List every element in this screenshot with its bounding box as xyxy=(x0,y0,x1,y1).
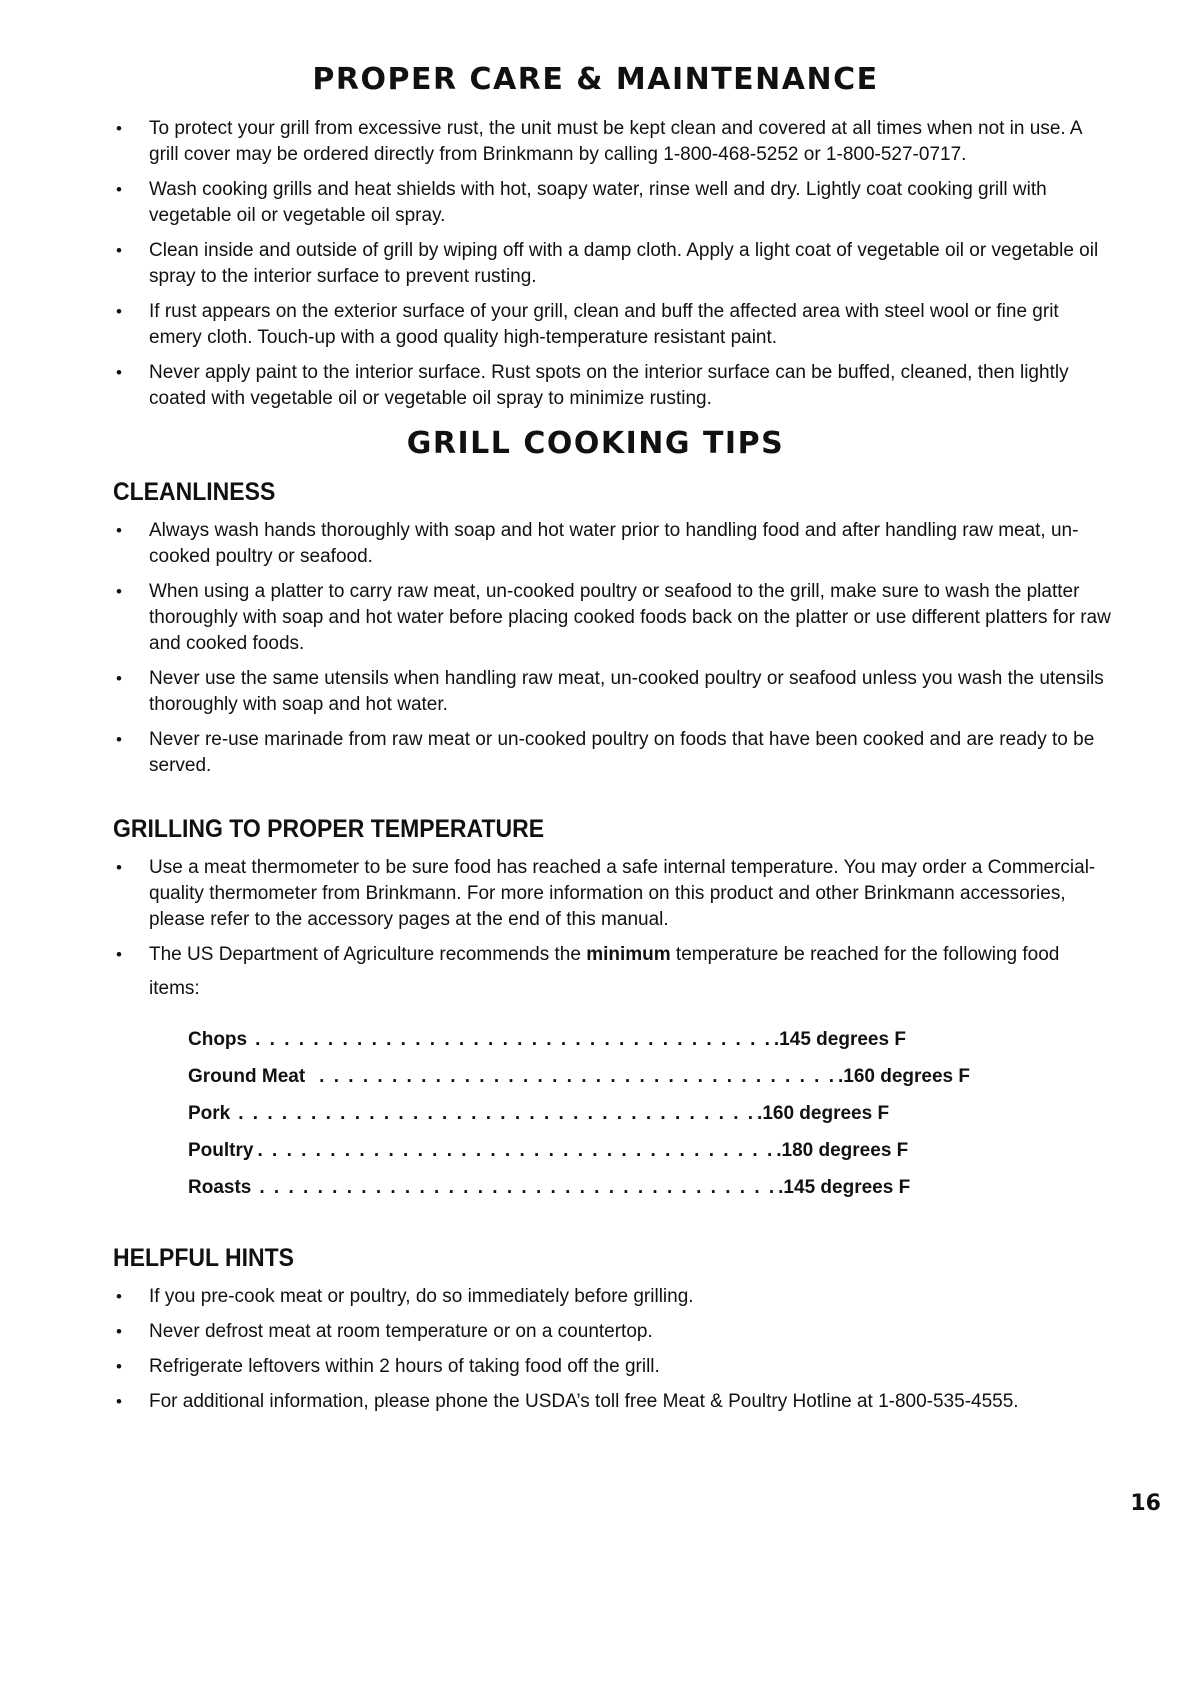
tips-title: GRILL COOKING TIPS xyxy=(406,426,785,461)
hints-heading: HELPFUL HINTS xyxy=(113,1244,295,1272)
table-row xyxy=(188,1095,890,1132)
list-item: • Clean inside and outside of grill by wiping off with a damp cloth. Apply a light coat of vegetable oil or vegetable oil spray to the interior surface to prevent rusting. xyxy=(113,238,1113,290)
food-temperature: .160 degrees F xyxy=(757,1103,890,1124)
list-item: • For additional information, please phone the USDA’s toll free Meat & Poultry Hotline at 1-800-535-4555. xyxy=(113,1389,1113,1415)
cleanliness-heading: CLEANLINESS xyxy=(113,478,276,506)
food-temperature: .180 degrees F xyxy=(776,1140,909,1161)
list-item: • If rust appears on the exterior surface of your grill, clean and buff the affected area with steel wool or fine grit emery cloth. Touch-up with a good quality high-temperature resistant paint. xyxy=(113,299,1113,351)
list-item: • When using a platter to carry raw meat, un-cooked poultry or seafood to the grill, make sure to wash the platter thoroughly with soap and hot water before placing cooked foods back on the platter or use different platters for raw and cooked foods. xyxy=(113,579,1113,657)
temperature-heading: GRILLING TO PROPER TEMPERATURE xyxy=(113,815,545,843)
food-name: Chops xyxy=(188,1029,248,1050)
list-item: • If you pre-cook meat or poultry, do so immediately before grilling. xyxy=(113,1284,1113,1310)
dot-leader: . . . . . . . . . . . . . . . . . . . . . . . . . . . . . . . . . . . . xyxy=(319,1066,836,1087)
table-row xyxy=(188,1021,906,1058)
table-row xyxy=(188,1169,911,1206)
list-item: • Never apply paint to the interior surface. Rust spots on the interior surface can be buffed, cleaned, then lightly coated with vegetable oil or vegetable oil spray to minimize rusting. xyxy=(113,360,1113,412)
temperature-list xyxy=(113,855,1113,1015)
list-item: • Wash cooking grills and heat shields with hot, soapy water, rinse well and dry. Lightly coat cooking grill with vegetable oil or vegetable oil spray. xyxy=(113,177,1113,229)
food-name: Ground Meat xyxy=(188,1066,306,1087)
food-temperature: .145 degrees F xyxy=(773,1029,906,1050)
food-name: Pork xyxy=(188,1103,231,1124)
list-item: • To protect your grill from excessive rust, the unit must be kept clean and covered at all times when not in use. A grill cover may be ordered directly from Brinkmann by calling 1-800-468-5252 or 1-800-527-0717. xyxy=(113,116,1113,168)
list-item: • Never use the same utensils when handling raw meat, un-cooked poultry or seafood unless you wash the utensils thoroughly with soap and hot water. xyxy=(113,666,1113,718)
table-row xyxy=(188,1058,970,1095)
food-temperature: .160 degrees F xyxy=(837,1066,970,1087)
list-item: • Always wash hands thoroughly with soap and hot water prior to handling food and after handling raw meat, un-cooked poultry or seafood. xyxy=(113,518,1113,570)
food-name: Poultry xyxy=(188,1140,254,1161)
table-row xyxy=(188,1132,909,1169)
dot-leader: . . . . . . . . . . . . . . . . . . . . . . . . . . . . . . . . . . . . xyxy=(257,1140,775,1161)
list-item: • Never re-use marinade from raw meat or un-cooked poultry on foods that have been cooked and are ready to be served. xyxy=(113,727,1113,779)
dot-leader: . . . . . . . . . . . . . . . . . . . . . . . . . . . . . . . . . . . . xyxy=(255,1029,772,1050)
usda-text-after: temperature be reached for the following food items: xyxy=(149,944,1060,999)
dot-leader: . . . . . . . . . . . . . . . . . . . . . . . . . . . . . . . . . . . . xyxy=(238,1103,756,1124)
care-title: PROPER CARE & MAINTENANCE xyxy=(312,62,879,97)
dot-leader: . . . . . . . . . . . . . . . . . . . . . . . . . . . . . . . . . . . . xyxy=(259,1177,777,1198)
food-temperature: .145 degrees F xyxy=(778,1177,911,1198)
food-name: Roasts xyxy=(188,1177,252,1198)
hints-list xyxy=(113,1284,1113,1424)
cleanliness-list xyxy=(113,518,1113,788)
usda-text-before: The US Department of Agriculture recommends the xyxy=(149,944,587,965)
care-list xyxy=(113,116,1113,421)
list-item xyxy=(113,938,1113,1006)
minimum-emphasis: minimum xyxy=(586,944,671,965)
page-number: 16 xyxy=(1130,1491,1161,1516)
list-item: • Refrigerate leftovers within 2 hours of taking food off the grill. xyxy=(113,1354,1113,1380)
list-item: • Never defrost meat at room temperature or on a countertop. xyxy=(113,1319,1113,1345)
temperature-table xyxy=(188,1021,970,1206)
list-item: • Use a meat thermometer to be sure food has reached a safe internal temperature. You may order a Commercial-quality thermometer from Brinkmann. For more information on this product and other Brinkmann accessories, please refer to the accessory pages at the end of this manual. xyxy=(113,855,1113,933)
